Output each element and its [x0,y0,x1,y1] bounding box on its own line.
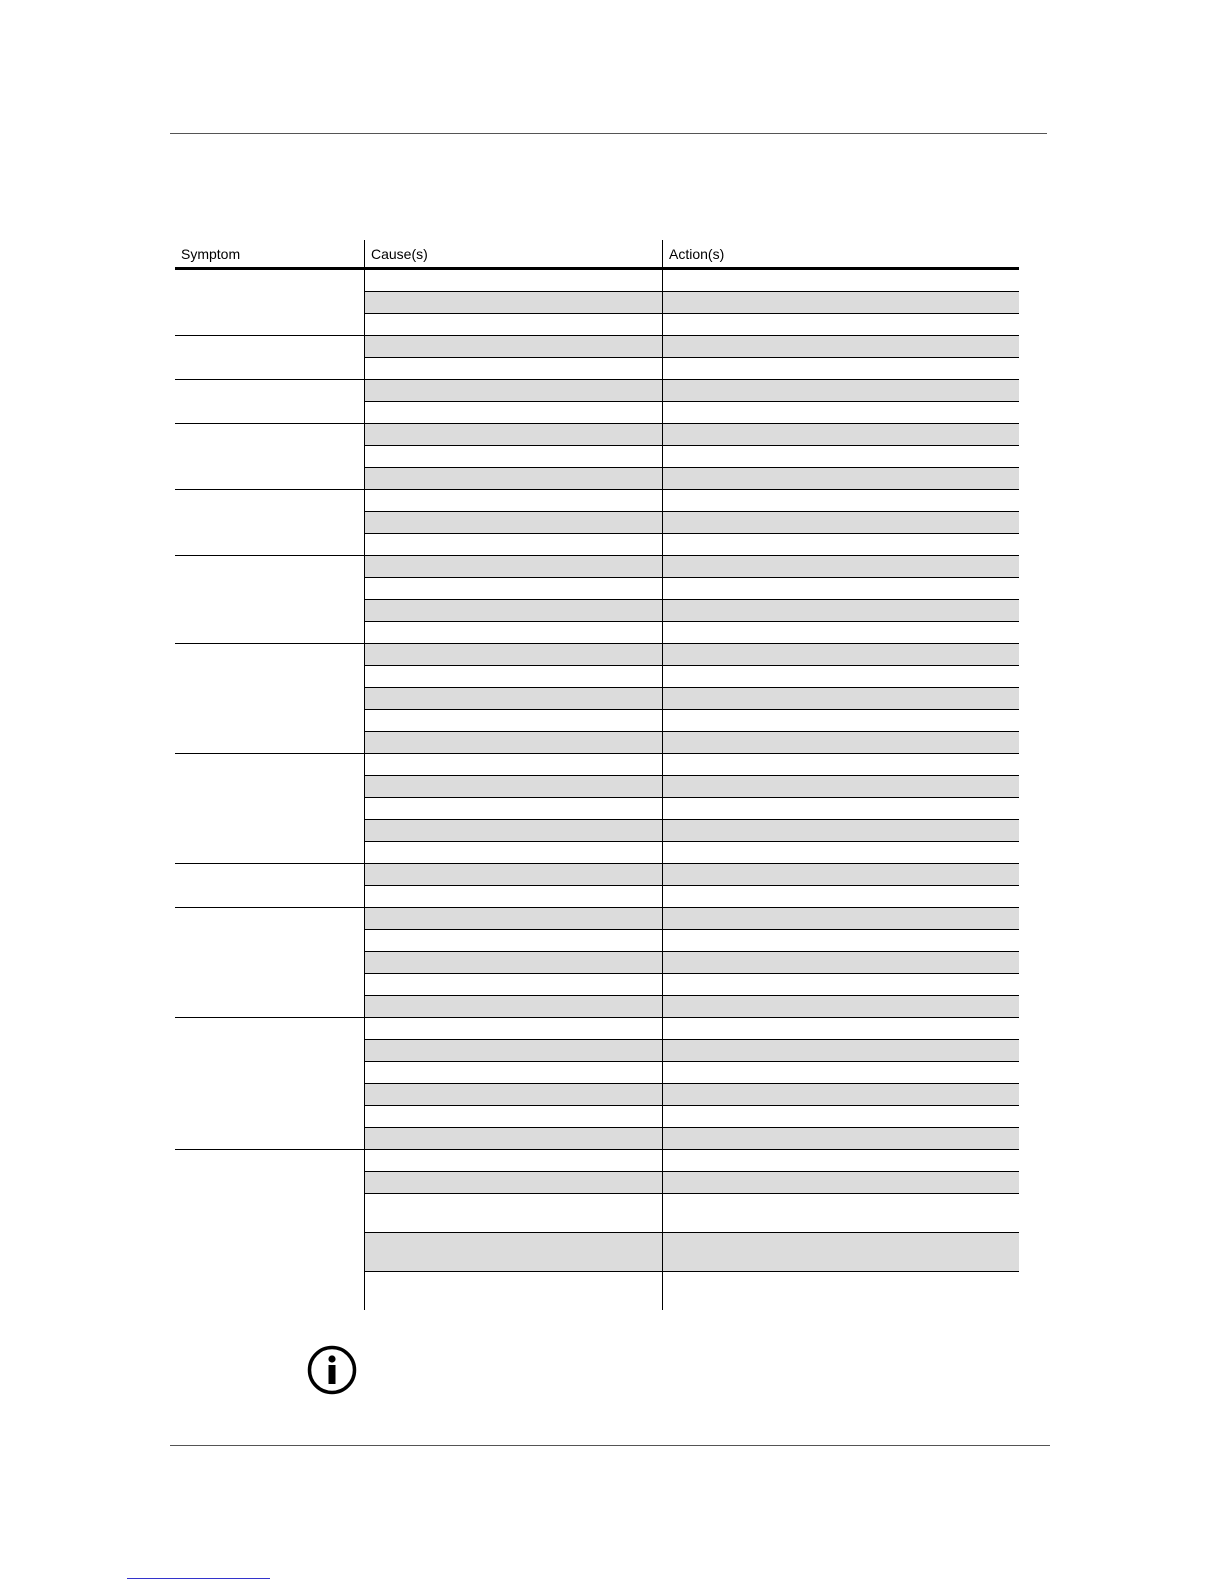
action-cell [663,1233,1020,1272]
table-row [175,336,1019,358]
symptom-cell [175,644,365,754]
action-cell [663,908,1020,930]
footer-link-underline[interactable] [127,1578,270,1579]
cause-cell [365,710,663,732]
cause-cell [365,1272,663,1311]
cause-cell [365,930,663,952]
action-cell [663,798,1020,820]
symptom-cell [175,269,365,336]
action-cell [663,644,1020,666]
cause-cell [365,974,663,996]
action-cell [663,1084,1020,1106]
action-cell [663,996,1020,1018]
symptom-cell [175,556,365,644]
action-cell [663,1172,1020,1194]
action-cell [663,710,1020,732]
cause-cell [365,1106,663,1128]
action-cell [663,886,1020,908]
action-cell [663,446,1020,468]
symptom-cell [175,908,365,1018]
action-cell [663,974,1020,996]
cause-cell [365,336,663,358]
cause-cell [365,688,663,710]
action-cell [663,666,1020,688]
cause-cell [365,1018,663,1040]
header-rule [170,133,1047,134]
cause-cell [365,1084,663,1106]
cause-cell [365,666,663,688]
cause-cell [365,1233,663,1272]
symptom-cell [175,864,365,908]
cause-cell [365,864,663,886]
action-cell [663,864,1020,886]
action-cell [663,952,1020,974]
cause-cell [365,908,663,930]
cause-cell [365,996,663,1018]
info-icon [307,1345,357,1395]
action-cell [663,1272,1020,1311]
symptom-cell [175,1150,365,1311]
cause-cell [365,600,663,622]
action-cell [663,292,1020,314]
cause-cell [365,512,663,534]
action-cell [663,1194,1020,1233]
table-row [175,490,1019,512]
table-body [175,269,1019,1311]
cause-cell [365,314,663,336]
cause-cell [365,798,663,820]
cause-header: Cause(s) [365,240,663,269]
action-cell [663,1062,1020,1084]
action-cell [663,314,1020,336]
cause-cell [365,644,663,666]
symptom-cell [175,380,365,424]
cause-cell [365,556,663,578]
footer-rule [170,1445,1050,1446]
table-row [175,1018,1019,1040]
action-header: Action(s) [663,240,1020,269]
cause-cell [365,776,663,798]
action-cell [663,1018,1020,1040]
action-cell [663,578,1020,600]
action-cell [663,556,1020,578]
cause-cell [365,402,663,424]
action-cell [663,402,1020,424]
cause-cell [365,292,663,314]
table-row [175,864,1019,886]
cause-cell [365,952,663,974]
cause-cell [365,1128,663,1150]
action-cell [663,358,1020,380]
symptom-cell [175,1018,365,1150]
action-cell [663,534,1020,556]
table-row [175,424,1019,446]
cause-cell [365,1040,663,1062]
action-cell [663,1150,1020,1172]
action-cell [663,1106,1020,1128]
cause-cell [365,534,663,556]
action-cell [663,1128,1020,1150]
table-row [175,1150,1019,1172]
symptom-header: Symptom [175,240,365,269]
cause-cell [365,886,663,908]
cause-cell [365,732,663,754]
cause-cell [365,380,663,402]
action-cell [663,336,1020,358]
table-row [175,908,1019,930]
cause-cell [365,358,663,380]
table-row [175,380,1019,402]
action-cell [663,622,1020,644]
action-cell [663,600,1020,622]
action-cell [663,732,1020,754]
table-row [175,269,1019,292]
action-cell [663,468,1020,490]
symptom-cell [175,754,365,864]
action-cell [663,1040,1020,1062]
action-cell [663,842,1020,864]
symptom-cell [175,424,365,490]
action-cell [663,820,1020,842]
table-row [175,556,1019,578]
action-cell [663,490,1020,512]
table-row [175,644,1019,666]
cause-cell [365,1150,663,1172]
cause-cell [365,842,663,864]
table-header-row [175,240,1019,269]
action-cell [663,512,1020,534]
cause-cell [365,269,663,292]
action-cell [663,930,1020,952]
cause-cell [365,446,663,468]
cause-cell [365,820,663,842]
action-cell [663,754,1020,776]
cause-cell [365,754,663,776]
action-cell [663,424,1020,446]
cause-cell [365,490,663,512]
action-cell [663,688,1020,710]
cause-cell [365,622,663,644]
cause-cell [365,1062,663,1084]
symptom-cell [175,336,365,380]
action-cell [663,269,1020,292]
cause-cell [365,424,663,446]
action-cell [663,776,1020,798]
cause-cell [365,468,663,490]
symptom-cell [175,490,365,556]
action-cell [663,380,1020,402]
cause-cell [365,1194,663,1233]
cause-cell [365,578,663,600]
table-row [175,754,1019,776]
cause-cell [365,1172,663,1194]
troubleshooting-table [175,240,1019,1310]
